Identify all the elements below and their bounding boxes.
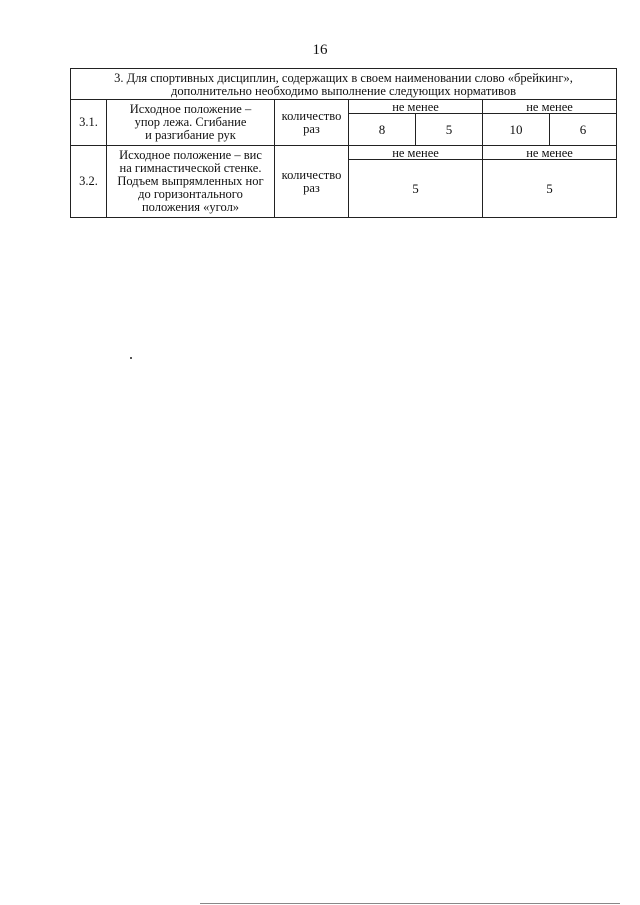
description-line: до горизонтального: [138, 187, 243, 201]
description-line: Исходное положение –: [129, 102, 252, 116]
min-label-group-2: не менее: [483, 146, 617, 160]
section-header: [71, 69, 617, 100]
description-line: Исходное положение – вис: [119, 148, 262, 162]
value-cell: 6: [550, 114, 617, 146]
min-label-group-1: не менее: [349, 100, 483, 114]
description-line: положения «угол»: [141, 200, 240, 214]
unit-line: раз: [303, 180, 320, 195]
table-row: [71, 146, 617, 160]
scan-edge-line: [200, 903, 620, 904]
value-cell: 10: [483, 114, 550, 146]
unit-line: количество: [281, 108, 342, 123]
scan-speck: [130, 357, 132, 359]
exercise-description: [107, 100, 275, 146]
description-line: и разгибание рук: [145, 128, 236, 142]
unit-line: раз: [303, 121, 320, 136]
table-row: [71, 100, 617, 114]
row-number: 3.1.: [71, 100, 107, 146]
value-cell: 5: [349, 160, 483, 218]
norms-table: [70, 68, 617, 218]
unit-cell: [275, 146, 349, 218]
description-line: Подъем выпрямленных ног: [117, 174, 264, 188]
section-header-row: [71, 69, 617, 100]
value-cell: 8: [349, 114, 416, 146]
unit-line: количество: [281, 167, 342, 182]
page-number: 16: [312, 42, 328, 58]
exercise-description: [107, 146, 275, 218]
section-header-line: дополнительно необходимо выполнение следующих нормативов: [171, 83, 516, 98]
value-cell: 5: [416, 114, 483, 146]
min-label-group-2: не менее: [483, 100, 617, 114]
unit-cell: [275, 100, 349, 146]
section-header-line: 3. Для спортивных дисциплин, содержащих в своем наименовании слово «брейкинг»,: [114, 70, 573, 85]
value-cell: 5: [483, 160, 617, 218]
description-line: упор лежа. Сгибание: [134, 115, 247, 129]
description-line: на гимнастической стенке.: [119, 161, 262, 175]
min-label-group-1: не менее: [349, 146, 483, 160]
row-number: 3.2.: [71, 146, 107, 218]
